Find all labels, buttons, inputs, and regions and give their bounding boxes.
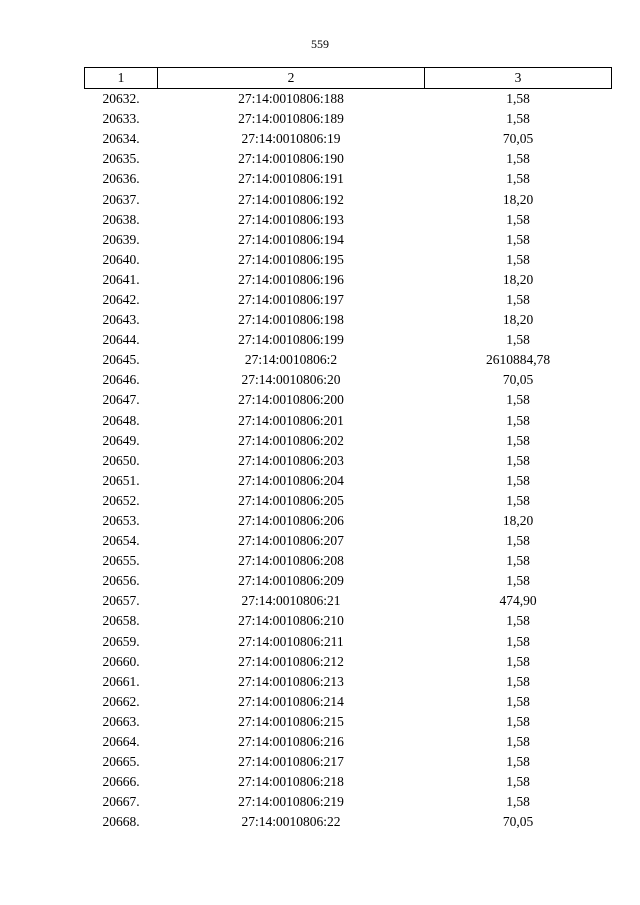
- area-value-cell: 1,58: [506, 432, 530, 448]
- area-value-cell: 1,58: [506, 111, 530, 127]
- header-row: [85, 68, 612, 89]
- table-row: [85, 611, 612, 631]
- area-value-cell: 18,20: [502, 312, 534, 328]
- cadastral-number-cell: 27:14:0010806:198: [238, 312, 344, 328]
- area-value-cell: 1,58: [506, 754, 530, 770]
- row-number-cell: 20633.: [102, 111, 140, 127]
- row-number-cell: 20655.: [102, 553, 140, 569]
- cadastral-number-cell: 27:14:0010806:203: [238, 452, 344, 468]
- row-number-cell: 20645.: [102, 352, 140, 368]
- row-number-cell: 20646.: [102, 372, 140, 388]
- table-row: [85, 250, 612, 270]
- row-number-cell: 20639.: [102, 231, 140, 247]
- area-value-cell: 1,58: [506, 211, 530, 227]
- row-number-cell: 20649.: [102, 432, 140, 448]
- table-row: [85, 411, 612, 431]
- row-number-cell: 20643.: [102, 312, 140, 328]
- table-row: [85, 189, 612, 209]
- cadastral-number-cell: 27:14:0010806:210: [238, 613, 344, 629]
- table-row: [85, 330, 612, 350]
- row-number-cell: 20653.: [102, 513, 140, 529]
- area-value-cell: 474,90: [499, 593, 537, 609]
- cadastral-number-cell: 27:14:0010806:204: [238, 472, 344, 488]
- table-row: [85, 632, 612, 652]
- row-number-cell: 20635.: [102, 151, 140, 167]
- table-row: [85, 451, 612, 471]
- cadastral-number-cell: 27:14:0010806:19: [241, 131, 341, 147]
- row-number-cell: 20636.: [102, 171, 140, 187]
- row-number-cell: 20668.: [102, 814, 140, 830]
- cadastral-number-cell: 27:14:0010806:194: [238, 231, 344, 247]
- table-row: [85, 230, 612, 250]
- cadastral-number-cell: 27:14:0010806:195: [238, 251, 344, 267]
- area-value-cell: 1,58: [506, 693, 530, 709]
- area-value-cell: 18,20: [502, 191, 534, 207]
- cadastral-number-cell: 27:14:0010806:196: [238, 271, 344, 287]
- area-value-cell: 1,58: [506, 713, 530, 729]
- area-value-cell: 1,58: [506, 613, 530, 629]
- cadastral-number-cell: 27:14:0010806:20: [241, 372, 341, 388]
- table-row: [85, 672, 612, 692]
- area-value-cell: 1,58: [506, 533, 530, 549]
- area-value-cell: 1,58: [506, 653, 530, 669]
- table-row: [85, 692, 612, 712]
- cadastral-number-cell: 27:14:0010806:202: [238, 432, 344, 448]
- area-value-cell: 1,58: [506, 91, 530, 107]
- row-number-cell: 20666.: [102, 774, 140, 790]
- column-header-3: 3: [425, 68, 612, 89]
- area-value-cell: 70,05: [502, 814, 534, 830]
- cadastral-number-cell: 27:14:0010806:2: [244, 352, 338, 368]
- table-row: [85, 471, 612, 491]
- cadastral-number-cell: 27:14:0010806:216: [238, 734, 344, 750]
- area-value-cell: 1,58: [506, 492, 530, 508]
- area-value-cell: 1,58: [506, 291, 530, 307]
- cadastral-number-cell: 27:14:0010806:188: [238, 91, 344, 107]
- table-row: [85, 712, 612, 732]
- area-value-cell: 1,58: [506, 171, 530, 187]
- area-value-cell: 1,58: [506, 633, 530, 649]
- table-row: [85, 169, 612, 189]
- table-row: [85, 390, 612, 410]
- cadastral-number-cell: 27:14:0010806:197: [238, 291, 344, 307]
- row-number-cell: 20632.: [102, 91, 140, 107]
- row-number-cell: 20644.: [102, 332, 140, 348]
- area-value-cell: 1,58: [506, 251, 530, 267]
- table-row: [85, 270, 612, 290]
- row-number-cell: 20657.: [102, 593, 140, 609]
- cadastral-number-cell: 27:14:0010806:200: [238, 392, 344, 408]
- area-value-cell: 1,58: [506, 553, 530, 569]
- table-row: [85, 89, 612, 110]
- area-value-cell: 1,58: [506, 734, 530, 750]
- cadastral-number-cell: 27:14:0010806:209: [238, 573, 344, 589]
- registry-table: [84, 67, 612, 832]
- table-row: [85, 350, 612, 370]
- table-row: [85, 511, 612, 531]
- area-value-cell: 1,58: [506, 774, 530, 790]
- cadastral-number-cell: 27:14:0010806:189: [238, 111, 344, 127]
- page-number: 559: [311, 37, 329, 51]
- row-number-cell: 20641.: [102, 271, 140, 287]
- area-value-cell: 1,58: [506, 332, 530, 348]
- row-number-cell: 20638.: [102, 211, 140, 227]
- row-number-cell: 20637.: [102, 191, 140, 207]
- table-row: [85, 571, 612, 591]
- row-number-cell: 20652.: [102, 492, 140, 508]
- table-row: [85, 812, 612, 832]
- area-value-cell: 1,58: [506, 231, 530, 247]
- area-value-cell: 1,58: [506, 412, 530, 428]
- row-number-cell: 20651.: [102, 472, 140, 488]
- area-value-cell: 70,05: [502, 131, 534, 147]
- cadastral-number-cell: 27:14:0010806:207: [238, 533, 344, 549]
- cadastral-number-cell: 27:14:0010806:208: [238, 553, 344, 569]
- row-number-cell: 20656.: [102, 573, 140, 589]
- table-row: [85, 591, 612, 611]
- row-number-cell: 20662.: [102, 693, 140, 709]
- area-value-cell: 2610884,78: [485, 352, 551, 368]
- row-number-cell: 20658.: [102, 613, 140, 629]
- row-number-cell: 20659.: [102, 633, 140, 649]
- area-value-cell: 1,58: [506, 472, 530, 488]
- table-row: [85, 531, 612, 551]
- row-number-cell: 20654.: [102, 533, 140, 549]
- cadastral-number-cell: 27:14:0010806:215: [238, 713, 344, 729]
- table-row: [85, 551, 612, 571]
- cadastral-number-cell: 27:14:0010806:214: [238, 693, 344, 709]
- table-row: [85, 310, 612, 330]
- table-row: [85, 290, 612, 310]
- row-number-cell: 20642.: [102, 291, 140, 307]
- cadastral-number-cell: 27:14:0010806:191: [238, 171, 344, 187]
- cadastral-number-cell: 27:14:0010806:192: [238, 191, 344, 207]
- table-row: [85, 772, 612, 792]
- table-row: [85, 792, 612, 812]
- cadastral-number-cell: 27:14:0010806:201: [238, 412, 344, 428]
- cadastral-number-cell: 27:14:0010806:212: [238, 653, 344, 669]
- row-number-cell: 20660.: [102, 653, 140, 669]
- row-number-cell: 20634.: [102, 131, 140, 147]
- area-value-cell: 1,58: [506, 392, 530, 408]
- cadastral-number-cell: 27:14:0010806:219: [238, 794, 344, 810]
- column-header-1: 1: [85, 68, 158, 89]
- row-number-cell: 20650.: [102, 452, 140, 468]
- table-header: [85, 68, 612, 89]
- table-row: [85, 491, 612, 511]
- area-value-cell: 18,20: [502, 513, 534, 529]
- row-number-cell: 20663.: [102, 713, 140, 729]
- cadastral-number-cell: 27:14:0010806:218: [238, 774, 344, 790]
- column-header-2: 2: [158, 68, 425, 89]
- cadastral-number-cell: 27:14:0010806:205: [238, 492, 344, 508]
- row-number-cell: 20640.: [102, 251, 140, 267]
- cadastral-number-cell: 27:14:0010806:190: [238, 151, 344, 167]
- table-row: [85, 752, 612, 772]
- table-body: [85, 89, 612, 833]
- cadastral-number-cell: 27:14:0010806:211: [238, 633, 344, 649]
- row-number-cell: 20667.: [102, 794, 140, 810]
- table-row: [85, 431, 612, 451]
- table-row: [85, 652, 612, 672]
- row-number-cell: 20664.: [102, 734, 140, 750]
- cadastral-number-cell: 27:14:0010806:213: [238, 673, 344, 689]
- area-value-cell: 1,58: [506, 573, 530, 589]
- area-value-cell: 1,58: [506, 151, 530, 167]
- cadastral-number-cell: 27:14:0010806:217: [238, 754, 344, 770]
- table-row: [85, 149, 612, 169]
- area-value-cell: 18,20: [502, 271, 534, 287]
- cadastral-number-cell: 27:14:0010806:193: [238, 211, 344, 227]
- row-number-cell: 20648.: [102, 412, 140, 428]
- cadastral-number-cell: 27:14:0010806:22: [241, 814, 341, 830]
- row-number-cell: 20661.: [102, 673, 140, 689]
- cadastral-number-cell: 27:14:0010806:21: [241, 593, 341, 609]
- area-value-cell: 70,05: [502, 372, 534, 388]
- table-row: [85, 732, 612, 752]
- table-row: [85, 210, 612, 230]
- row-number-cell: 20665.: [102, 754, 140, 770]
- table-row: [85, 109, 612, 129]
- cadastral-number-cell: 27:14:0010806:206: [238, 513, 344, 529]
- area-value-cell: 1,58: [506, 673, 530, 689]
- table-row: [85, 370, 612, 390]
- area-value-cell: 1,58: [506, 452, 530, 468]
- cadastral-number-cell: 27:14:0010806:199: [238, 332, 344, 348]
- area-value-cell: 1,58: [506, 794, 530, 810]
- row-number-cell: 20647.: [102, 392, 140, 408]
- table-row: [85, 129, 612, 149]
